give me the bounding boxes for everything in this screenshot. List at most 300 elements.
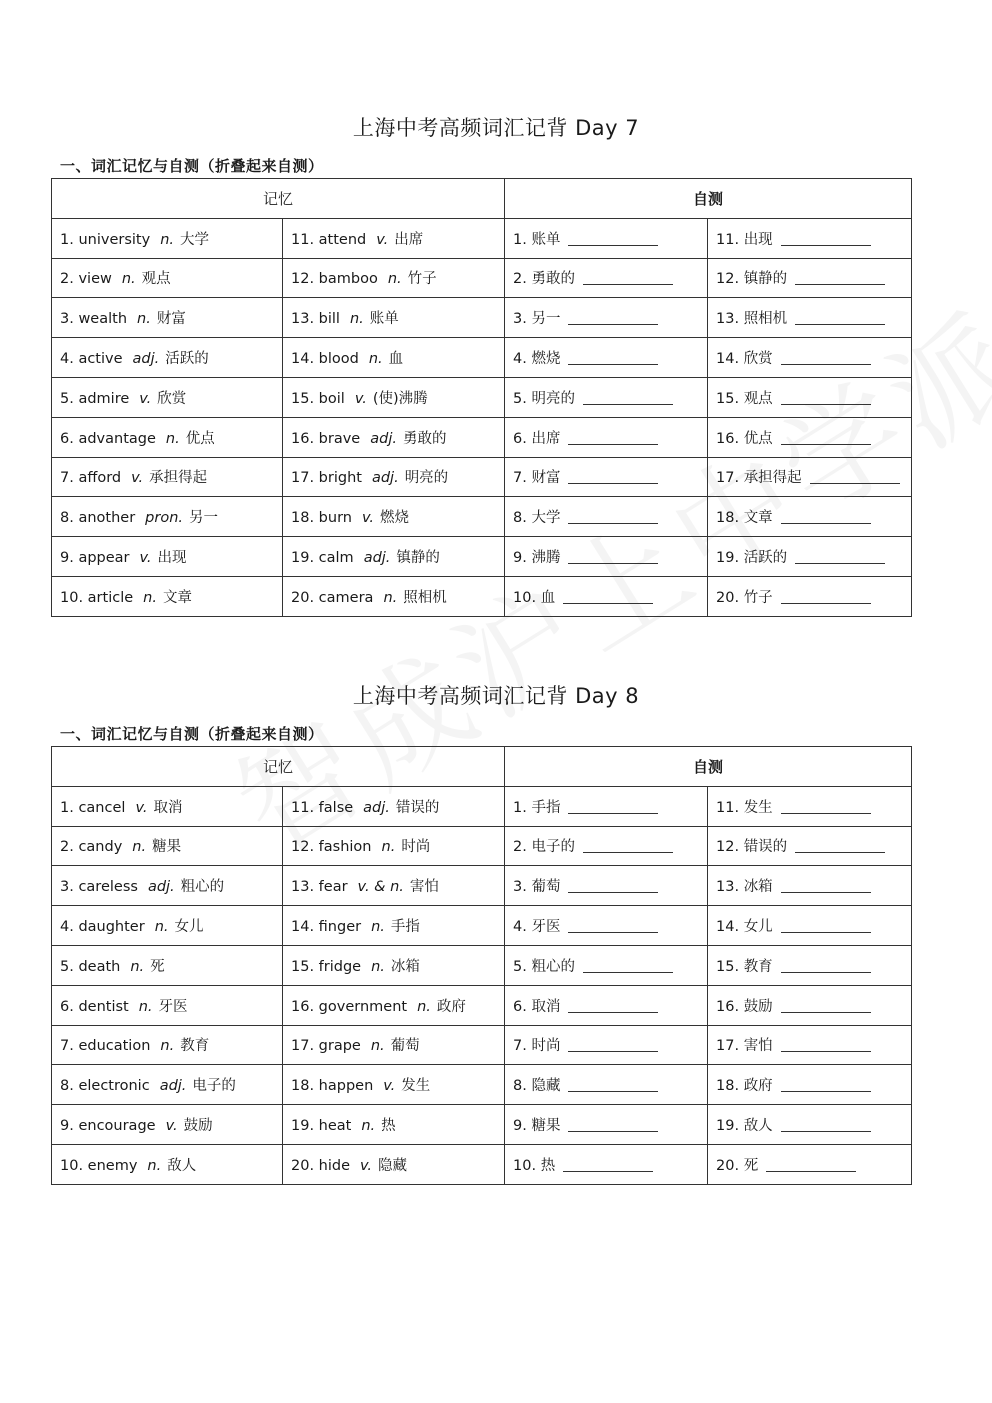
memory-cell (283, 338, 505, 378)
selftest-cell (708, 377, 912, 417)
entry-number: 11. (291, 231, 315, 248)
entry-pos: n. (349, 311, 364, 328)
entry-pos: n. (383, 589, 398, 606)
answer-blank-line[interactable] (781, 403, 871, 405)
entry-meaning: 明亮的 (404, 470, 449, 487)
test-meaning: 竹子 (743, 589, 773, 606)
entry-meaning: 敌人 (167, 1157, 197, 1174)
table-row (52, 497, 912, 537)
memory-cell (283, 1025, 505, 1065)
entry-meaning: 牙医 (158, 998, 188, 1015)
entry-number: 5. (60, 958, 74, 975)
selftest-cell (708, 906, 912, 946)
test-meaning: 冰箱 (743, 879, 773, 896)
test-number: 10. (513, 1157, 537, 1174)
selftest-cell (708, 1025, 912, 1065)
entry-meaning: 死 (150, 958, 165, 975)
test-number: 9. (513, 550, 527, 567)
day7-subtitle: 一、词汇记忆与自测（折叠起来自测） (60, 157, 324, 175)
entry-pos: n. (368, 351, 383, 368)
test-meaning: 出席 (531, 430, 561, 447)
answer-blank-line[interactable] (568, 1050, 658, 1052)
entry-word: dentist (78, 998, 129, 1015)
memory-cell (283, 497, 505, 537)
test-number: 1. (513, 231, 527, 248)
table-row (52, 576, 912, 616)
memory-cell (52, 258, 283, 298)
answer-blank-line[interactable] (795, 562, 885, 564)
selftest-cell (505, 945, 708, 985)
selftest-cell (708, 497, 912, 537)
entry-word: article (87, 589, 134, 606)
answer-blank-line[interactable] (568, 323, 658, 325)
entry-number: 15. (291, 958, 315, 975)
test-number: 11. (716, 231, 740, 248)
selftest-cell (505, 457, 708, 497)
memory-cell (52, 945, 283, 985)
table-row (52, 298, 912, 338)
entry-number: 1. (60, 799, 74, 816)
selftest-cell (505, 258, 708, 298)
answer-blank-line[interactable] (781, 812, 871, 814)
entry-pos: adj. (147, 879, 175, 896)
entry-number: 4. (60, 919, 74, 936)
selftest-cell (708, 985, 912, 1025)
entry-word: attend (318, 231, 367, 248)
entry-number: 5. (60, 390, 74, 407)
test-number: 5. (513, 390, 527, 407)
entry-word: hide (318, 1157, 351, 1174)
answer-blank-line[interactable] (781, 971, 871, 973)
entry-pos: v. (165, 1118, 178, 1135)
table-row (52, 377, 912, 417)
answer-blank-line[interactable] (568, 1130, 658, 1132)
entry-word: boil (318, 390, 345, 407)
answer-blank-line[interactable] (781, 443, 871, 445)
entry-pos: v. (135, 799, 148, 816)
memory-cell (283, 218, 505, 258)
entry-number: 14. (291, 919, 315, 936)
memory-cell (52, 1025, 283, 1065)
day7-table-body (52, 218, 912, 616)
table-row (52, 338, 912, 378)
memory-cell (52, 417, 283, 457)
entry-meaning: 照相机 (403, 589, 447, 606)
entry-number: 10. (60, 589, 84, 606)
selftest-cell (505, 1065, 708, 1105)
test-meaning: 账单 (531, 231, 561, 248)
entry-word: death (78, 958, 121, 975)
test-number: 17. (716, 470, 740, 487)
entry-word: blood (318, 351, 359, 368)
memory-header: 记忆 (52, 747, 505, 787)
entry-meaning: 出现 (157, 550, 187, 567)
answer-blank-line[interactable] (583, 403, 673, 405)
test-number: 20. (716, 1157, 740, 1174)
selftest-cell (505, 576, 708, 616)
selftest-cell (505, 537, 708, 577)
day8-title: 上海中考高频词汇记背 Day 8 (352, 684, 640, 708)
selftest-cell (708, 298, 912, 338)
memory-cell (52, 786, 283, 826)
test-meaning: 牙医 (531, 919, 561, 936)
selftest-cell (505, 906, 708, 946)
memory-cell (283, 298, 505, 338)
entry-meaning: 优点 (185, 430, 215, 447)
selftest-cell (505, 786, 708, 826)
answer-blank-line[interactable] (568, 443, 658, 445)
memory-cell (283, 1144, 505, 1184)
memory-cell (52, 298, 283, 338)
selftest-cell (505, 1144, 708, 1184)
test-meaning: 财富 (531, 470, 561, 487)
entry-number: 2. (60, 839, 74, 856)
entry-pos: v. (139, 550, 152, 567)
entry-pos: v. (131, 470, 144, 487)
answer-blank-line[interactable] (781, 602, 871, 604)
entry-meaning: 葡萄 (390, 1038, 420, 1055)
entry-word: another (78, 510, 136, 527)
day7-title: 上海中考高频词汇记背 Day 7 (352, 116, 640, 140)
entry-meaning: 观点 (141, 271, 171, 288)
memory-cell (283, 417, 505, 457)
selftest-cell (505, 338, 708, 378)
entry-meaning: 热 (381, 1118, 396, 1135)
selftest-cell (505, 218, 708, 258)
entry-number: 6. (60, 430, 74, 447)
entry-number: 10. (60, 1157, 84, 1174)
entry-number: 3. (60, 879, 74, 896)
answer-blank-line[interactable] (568, 522, 658, 524)
entry-pos: n. (137, 311, 151, 328)
test-number: 13. (716, 311, 740, 328)
test-number: 14. (716, 919, 740, 936)
entry-meaning: 出席 (394, 231, 424, 248)
entry-word: active (78, 351, 123, 368)
selftest-cell (505, 1025, 708, 1065)
answer-blank-line[interactable] (568, 1090, 658, 1092)
test-meaning: 活跃的 (743, 550, 788, 567)
entry-number: 2. (60, 271, 74, 288)
test-number: 11. (716, 799, 740, 816)
table-row (52, 537, 912, 577)
entry-word: bamboo (318, 271, 378, 288)
answer-blank-line[interactable] (781, 1090, 871, 1092)
table-row (52, 218, 912, 258)
entry-word: daughter (78, 919, 145, 936)
memory-cell (283, 457, 505, 497)
entry-pos: v. & n. (357, 879, 404, 896)
answer-blank-line[interactable] (781, 1050, 871, 1052)
answer-blank-line[interactable] (568, 482, 658, 484)
answer-blank-line[interactable] (563, 602, 653, 604)
entry-meaning: 错误的 (395, 799, 440, 816)
entry-pos: n. (130, 958, 145, 975)
entry-meaning: 政府 (436, 998, 466, 1015)
selftest-cell (708, 826, 912, 866)
entry-meaning: 时尚 (401, 839, 431, 856)
test-number: 18. (716, 510, 740, 527)
selftest-cell (505, 298, 708, 338)
entry-word: false (318, 799, 354, 816)
memory-cell (283, 1065, 505, 1105)
table-row (52, 906, 912, 946)
test-meaning: 镇静的 (743, 271, 788, 288)
answer-blank-line[interactable] (568, 562, 658, 564)
entry-meaning: 隐藏 (378, 1157, 408, 1174)
entry-number: 4. (60, 351, 74, 368)
answer-blank-line[interactable] (795, 283, 885, 285)
test-meaning: 手指 (531, 799, 561, 816)
test-meaning: 粗心的 (531, 958, 575, 975)
selftest-cell (708, 338, 912, 378)
answer-blank-line[interactable] (568, 244, 658, 246)
test-number: 2. (513, 271, 527, 288)
test-meaning: 女儿 (743, 919, 773, 936)
test-meaning: 勇敢的 (531, 271, 575, 288)
entry-pos: v. (376, 231, 389, 248)
table-row (52, 1105, 912, 1145)
entry-word: wealth (78, 311, 128, 328)
selftest-cell (708, 457, 912, 497)
selftest-cell (505, 866, 708, 906)
entry-meaning: 欣赏 (157, 390, 187, 407)
selftest-cell (505, 497, 708, 537)
entry-meaning: 冰箱 (390, 958, 420, 975)
answer-blank-line[interactable] (810, 482, 900, 484)
selftest-cell (708, 576, 912, 616)
answer-blank-line[interactable] (781, 1130, 871, 1132)
answer-blank-line[interactable] (795, 323, 885, 325)
entry-pos: n. (361, 1118, 376, 1135)
entry-number: 16. (291, 998, 315, 1015)
table-row (52, 457, 912, 497)
entry-meaning: 承担得起 (149, 470, 208, 487)
table-row (52, 1065, 912, 1105)
entry-pos: v. (383, 1078, 396, 1095)
entry-pos: n. (143, 589, 157, 606)
entry-number: 13. (291, 311, 315, 328)
memory-cell (52, 906, 283, 946)
selftest-cell (708, 866, 912, 906)
entry-pos: v. (360, 1157, 373, 1174)
answer-blank-line[interactable] (795, 851, 885, 853)
entry-meaning: 财富 (156, 311, 186, 328)
test-number: 4. (513, 919, 527, 936)
entry-word: admire (78, 390, 130, 407)
memory-cell (52, 1065, 283, 1105)
test-number: 12. (716, 839, 740, 856)
test-number: 2. (513, 839, 527, 856)
test-number: 16. (716, 998, 740, 1015)
selftest-cell (708, 1144, 912, 1184)
entry-word: finger (318, 919, 362, 936)
table-header-row (52, 179, 912, 219)
answer-blank-line[interactable] (568, 1011, 658, 1013)
test-number: 8. (513, 510, 527, 527)
entry-pos: adj. (371, 470, 399, 487)
entry-word: burn (318, 510, 352, 527)
selftest-cell (505, 826, 708, 866)
entry-meaning: 手指 (390, 919, 420, 936)
memory-cell (52, 377, 283, 417)
entry-meaning: 女儿 (174, 919, 204, 936)
entry-number: 3. (60, 311, 74, 328)
test-meaning: 血 (540, 589, 556, 606)
test-meaning: 葡萄 (531, 879, 561, 896)
test-number: 15. (716, 390, 740, 407)
entry-word: bill (318, 311, 340, 328)
day8-vocab-table (51, 746, 912, 1185)
entry-number: 14. (291, 351, 315, 368)
test-number: 3. (513, 879, 527, 896)
entry-word: calm (318, 550, 354, 567)
table-header-row (52, 747, 912, 787)
memory-cell (52, 1105, 283, 1145)
entry-word: enemy (87, 1157, 138, 1174)
entry-number: 17. (291, 1038, 315, 1055)
answer-blank-line[interactable] (781, 244, 871, 246)
entry-word: advantage (78, 430, 156, 447)
entry-meaning: 账单 (369, 311, 399, 328)
entry-meaning: 教育 (180, 1038, 210, 1055)
answer-blank-line[interactable] (568, 891, 658, 893)
memory-cell (283, 576, 505, 616)
entry-pos: n. (165, 430, 180, 447)
entry-word: happen (318, 1078, 374, 1095)
test-number: 6. (513, 998, 527, 1015)
entry-meaning: (使)沸腾 (372, 390, 428, 407)
entry-pos: n. (371, 919, 385, 936)
entry-word: afford (78, 470, 122, 487)
day8-table-body (52, 786, 912, 1184)
memory-cell (283, 377, 505, 417)
entry-word: fashion (318, 839, 372, 856)
entry-word: candy (78, 839, 123, 856)
test-number: 3. (513, 311, 527, 328)
memory-cell (283, 985, 505, 1025)
test-meaning: 承担得起 (743, 470, 802, 487)
table-row (52, 945, 912, 985)
table-row (52, 866, 912, 906)
table-row (52, 1144, 912, 1184)
test-number: 7. (513, 470, 527, 487)
entry-word: government (318, 998, 408, 1015)
entry-word: bright (318, 470, 362, 487)
selftest-cell (708, 537, 912, 577)
entry-number: 12. (291, 271, 315, 288)
table-row (52, 258, 912, 298)
entry-meaning: 竹子 (407, 271, 437, 288)
entry-number: 1. (60, 231, 74, 248)
entry-pos: adj. (132, 351, 160, 368)
entry-number: 6. (60, 998, 74, 1015)
day7-vocab-table (51, 178, 912, 617)
test-number: 19. (716, 550, 740, 567)
answer-blank-line[interactable] (568, 931, 658, 933)
entry-number: 17. (291, 470, 315, 487)
entry-pos: n. (417, 998, 431, 1015)
selftest-cell (505, 377, 708, 417)
test-number: 16. (716, 430, 740, 447)
test-number: 4. (513, 351, 527, 368)
test-meaning: 隐藏 (531, 1078, 561, 1095)
test-meaning: 优点 (743, 430, 773, 447)
answer-blank-line[interactable] (568, 812, 658, 814)
answer-blank-line[interactable] (583, 283, 673, 285)
answer-blank-line[interactable] (781, 891, 871, 893)
entry-number: 19. (291, 550, 315, 567)
selftest-cell (708, 1065, 912, 1105)
entry-meaning: 糖果 (152, 839, 182, 856)
answer-blank-line[interactable] (781, 522, 871, 524)
test-meaning: 取消 (531, 998, 561, 1015)
entry-word: electronic (78, 1078, 150, 1095)
answer-blank-line[interactable] (583, 971, 673, 973)
answer-blank-line[interactable] (781, 363, 871, 365)
memory-cell (52, 985, 283, 1025)
test-meaning: 糖果 (531, 1118, 561, 1135)
entry-number: 19. (291, 1118, 315, 1135)
table-row (52, 985, 912, 1025)
entry-word: appear (78, 550, 130, 567)
entry-pos: adj. (159, 1078, 187, 1095)
entry-meaning: 燃烧 (379, 510, 409, 527)
test-meaning: 发生 (743, 799, 773, 816)
day8-subtitle: 一、词汇记忆与自测（折叠起来自测） (60, 725, 324, 743)
table-row (52, 826, 912, 866)
entry-meaning: 发生 (401, 1078, 431, 1095)
selftest-cell (708, 417, 912, 457)
table-row (52, 1025, 912, 1065)
entry-number: 15. (291, 390, 315, 407)
entry-pos: adj. (370, 430, 397, 447)
answer-blank-line[interactable] (568, 363, 658, 365)
entry-pos: n. (147, 1157, 162, 1174)
entry-number: 7. (60, 470, 74, 487)
selftest-header: 自测 (505, 747, 912, 787)
answer-blank-line[interactable] (583, 851, 673, 853)
entry-pos: adj. (363, 799, 390, 816)
answer-blank-line[interactable] (563, 1170, 653, 1172)
entry-pos: n. (387, 271, 402, 288)
entry-word: university (78, 231, 151, 248)
test-meaning: 文章 (743, 510, 773, 527)
entry-word: grape (318, 1038, 361, 1055)
memory-cell (52, 457, 283, 497)
answer-blank-line[interactable] (766, 1170, 856, 1172)
entry-meaning: 另一 (189, 510, 219, 527)
entry-number: 8. (60, 510, 74, 527)
test-meaning: 燃烧 (531, 351, 561, 368)
table-row (52, 417, 912, 457)
answer-blank-line[interactable] (781, 1011, 871, 1013)
entry-number: 13. (291, 879, 315, 896)
entry-meaning: 大学 (180, 231, 209, 248)
selftest-cell (708, 1105, 912, 1145)
test-meaning: 时尚 (531, 1038, 561, 1055)
test-meaning: 敌人 (743, 1118, 773, 1135)
selftest-cell (708, 258, 912, 298)
memory-cell (52, 576, 283, 616)
memory-cell (52, 497, 283, 537)
test-meaning: 大学 (531, 510, 561, 527)
memory-cell (52, 338, 283, 378)
test-number: 7. (513, 1038, 527, 1055)
answer-blank-line[interactable] (781, 931, 871, 933)
memory-cell (283, 945, 505, 985)
entry-word: brave (318, 430, 361, 447)
